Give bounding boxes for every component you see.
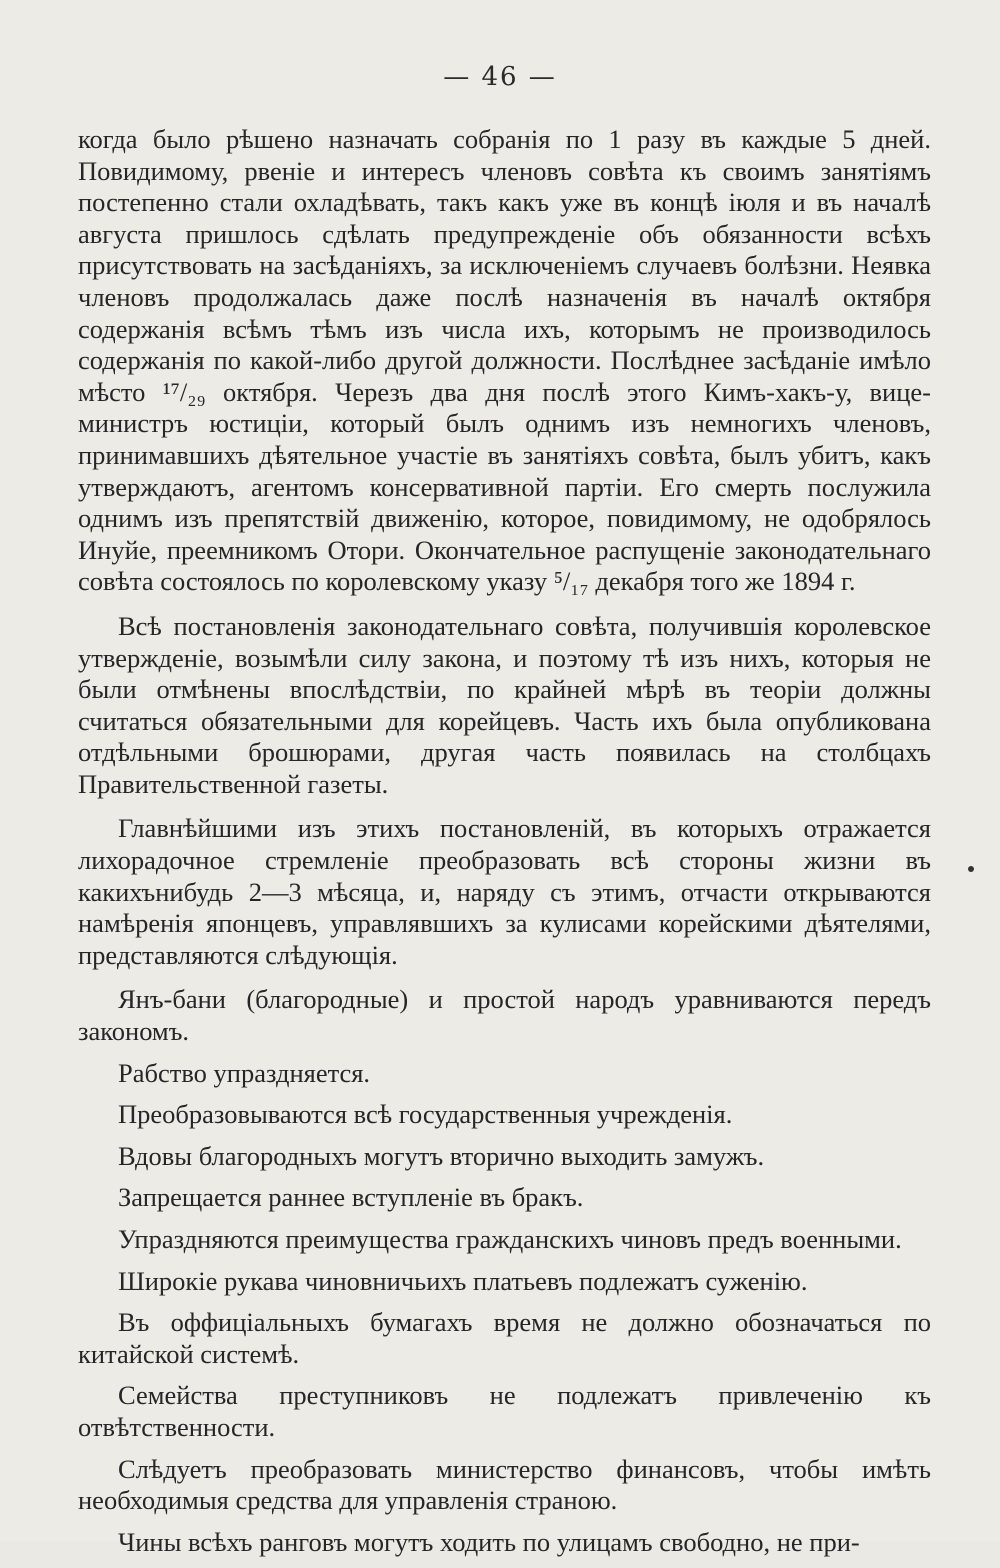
- decree-item: Чины всѣхъ ранговъ могутъ ходить по улицамъ свободно, не при-: [118, 1526, 860, 1557]
- decree-item: Въ оффиціальныхъ бумагахъ время не должно обозначаться по китайской системѣ.: [78, 1307, 931, 1369]
- decree-item: Янъ-бани (благородные) и простой народъ уравниваются передъ закономъ.: [78, 984, 931, 1047]
- decree-item: Слѣдуетъ преобразовать министерство финансовъ, чтобы имѣть необходимыя средства для управленія страною.: [78, 1453, 931, 1516]
- decree-item: Преобразовываются всѣ государственныя учрежденія.: [118, 1099, 733, 1130]
- decree-item: Запрещается раннее вступленіе въ бракъ.: [118, 1182, 584, 1213]
- paragraph-3: Главнѣйшими изъ этихъ постановленій, въ которыхъ отражается лихорадочное стремленіе преобразовать всѣ стороны жизни въ какихънибудь 2—3 мѣсяца, и, наряду съ этимъ, отчасти открываются намѣренія японцевъ, управлявшихъ за кулисами корейскими дѣятелями, представляются слѣдующія.: [78, 813, 931, 970]
- decree-item: Рабство упраздняется.: [118, 1057, 371, 1088]
- body-text: [78, 124, 931, 1568]
- decree-item: Семейства преступниковъ не подлежатъ привлеченію къ отвѣтственности.: [78, 1380, 931, 1442]
- decree-item: Широкіе рукава чиновничьихъ платьевъ подлежатъ суженію.: [118, 1265, 808, 1296]
- decree-item: Упраздняются преимущества гражданскихъ чиновъ предъ военными.: [118, 1224, 902, 1254]
- page-number-header: — 46 —: [443, 62, 557, 92]
- ink-speck: [968, 866, 974, 872]
- decree-item: Вдовы благородныхъ могутъ вторично выходить замужъ.: [118, 1140, 765, 1171]
- paragraph-1: когда было рѣшено назначать собранія по 1 разу въ каждые 5 дней. Повидимому, рвеніе и интересъ членовъ совѣта къ своимъ занятіямъ постепенно стали охладѣвать, такъ какъ уже въ концѣ іюля и въ началѣ августа пришлось сдѣлать предупрежденіе объ обязанности всѣхъ присутствовать на засѣданіяхъ, за исключеніемъ случаевъ болѣзни. Неявка членовъ продолжалась даже послѣ назначенія въ началѣ октября содержанія всѣмъ тѣмъ изъ числа ихъ, которымъ не производилось содержанія по какой-либо другой должности. Послѣднее засѣданіе имѣло мѣсто ¹⁷/₂₉ октября. Черезъ два дня послѣ этого Кимъ-хакъ-у, вице-министръ юстиціи, который былъ однимъ изъ немногихъ членовъ, принимавшихъ дѣятельное участіе въ занятіяхъ совѣта, былъ убитъ, какъ утверждаютъ, агентомъ консервативной партіи. Его смерть послужила однимъ изъ препятствій движенію, которое, повидимому, не одобрялось Инуйе, преемникомъ Отори. Окончательное распущеніе законодательнаго совѣта состоялось по королевскому указу ⁵/₁₇ декабря того же 1894 г.: [78, 124, 931, 597]
- paragraph-2: Всѣ постановленія законодательнаго совѣта, получившія королевское утвержденіе, возымѣли силу закона, и поэтому тѣ изъ нихъ, которыя не были отмѣнены впослѣдствіи, по крайней мѣрѣ въ теоріи должны считаться обязательными для корейцевъ. Часть ихъ была опубликована отдѣльными брошюрами, другая часть появилась на столбцахъ Правительственной газеты.: [78, 610, 931, 799]
